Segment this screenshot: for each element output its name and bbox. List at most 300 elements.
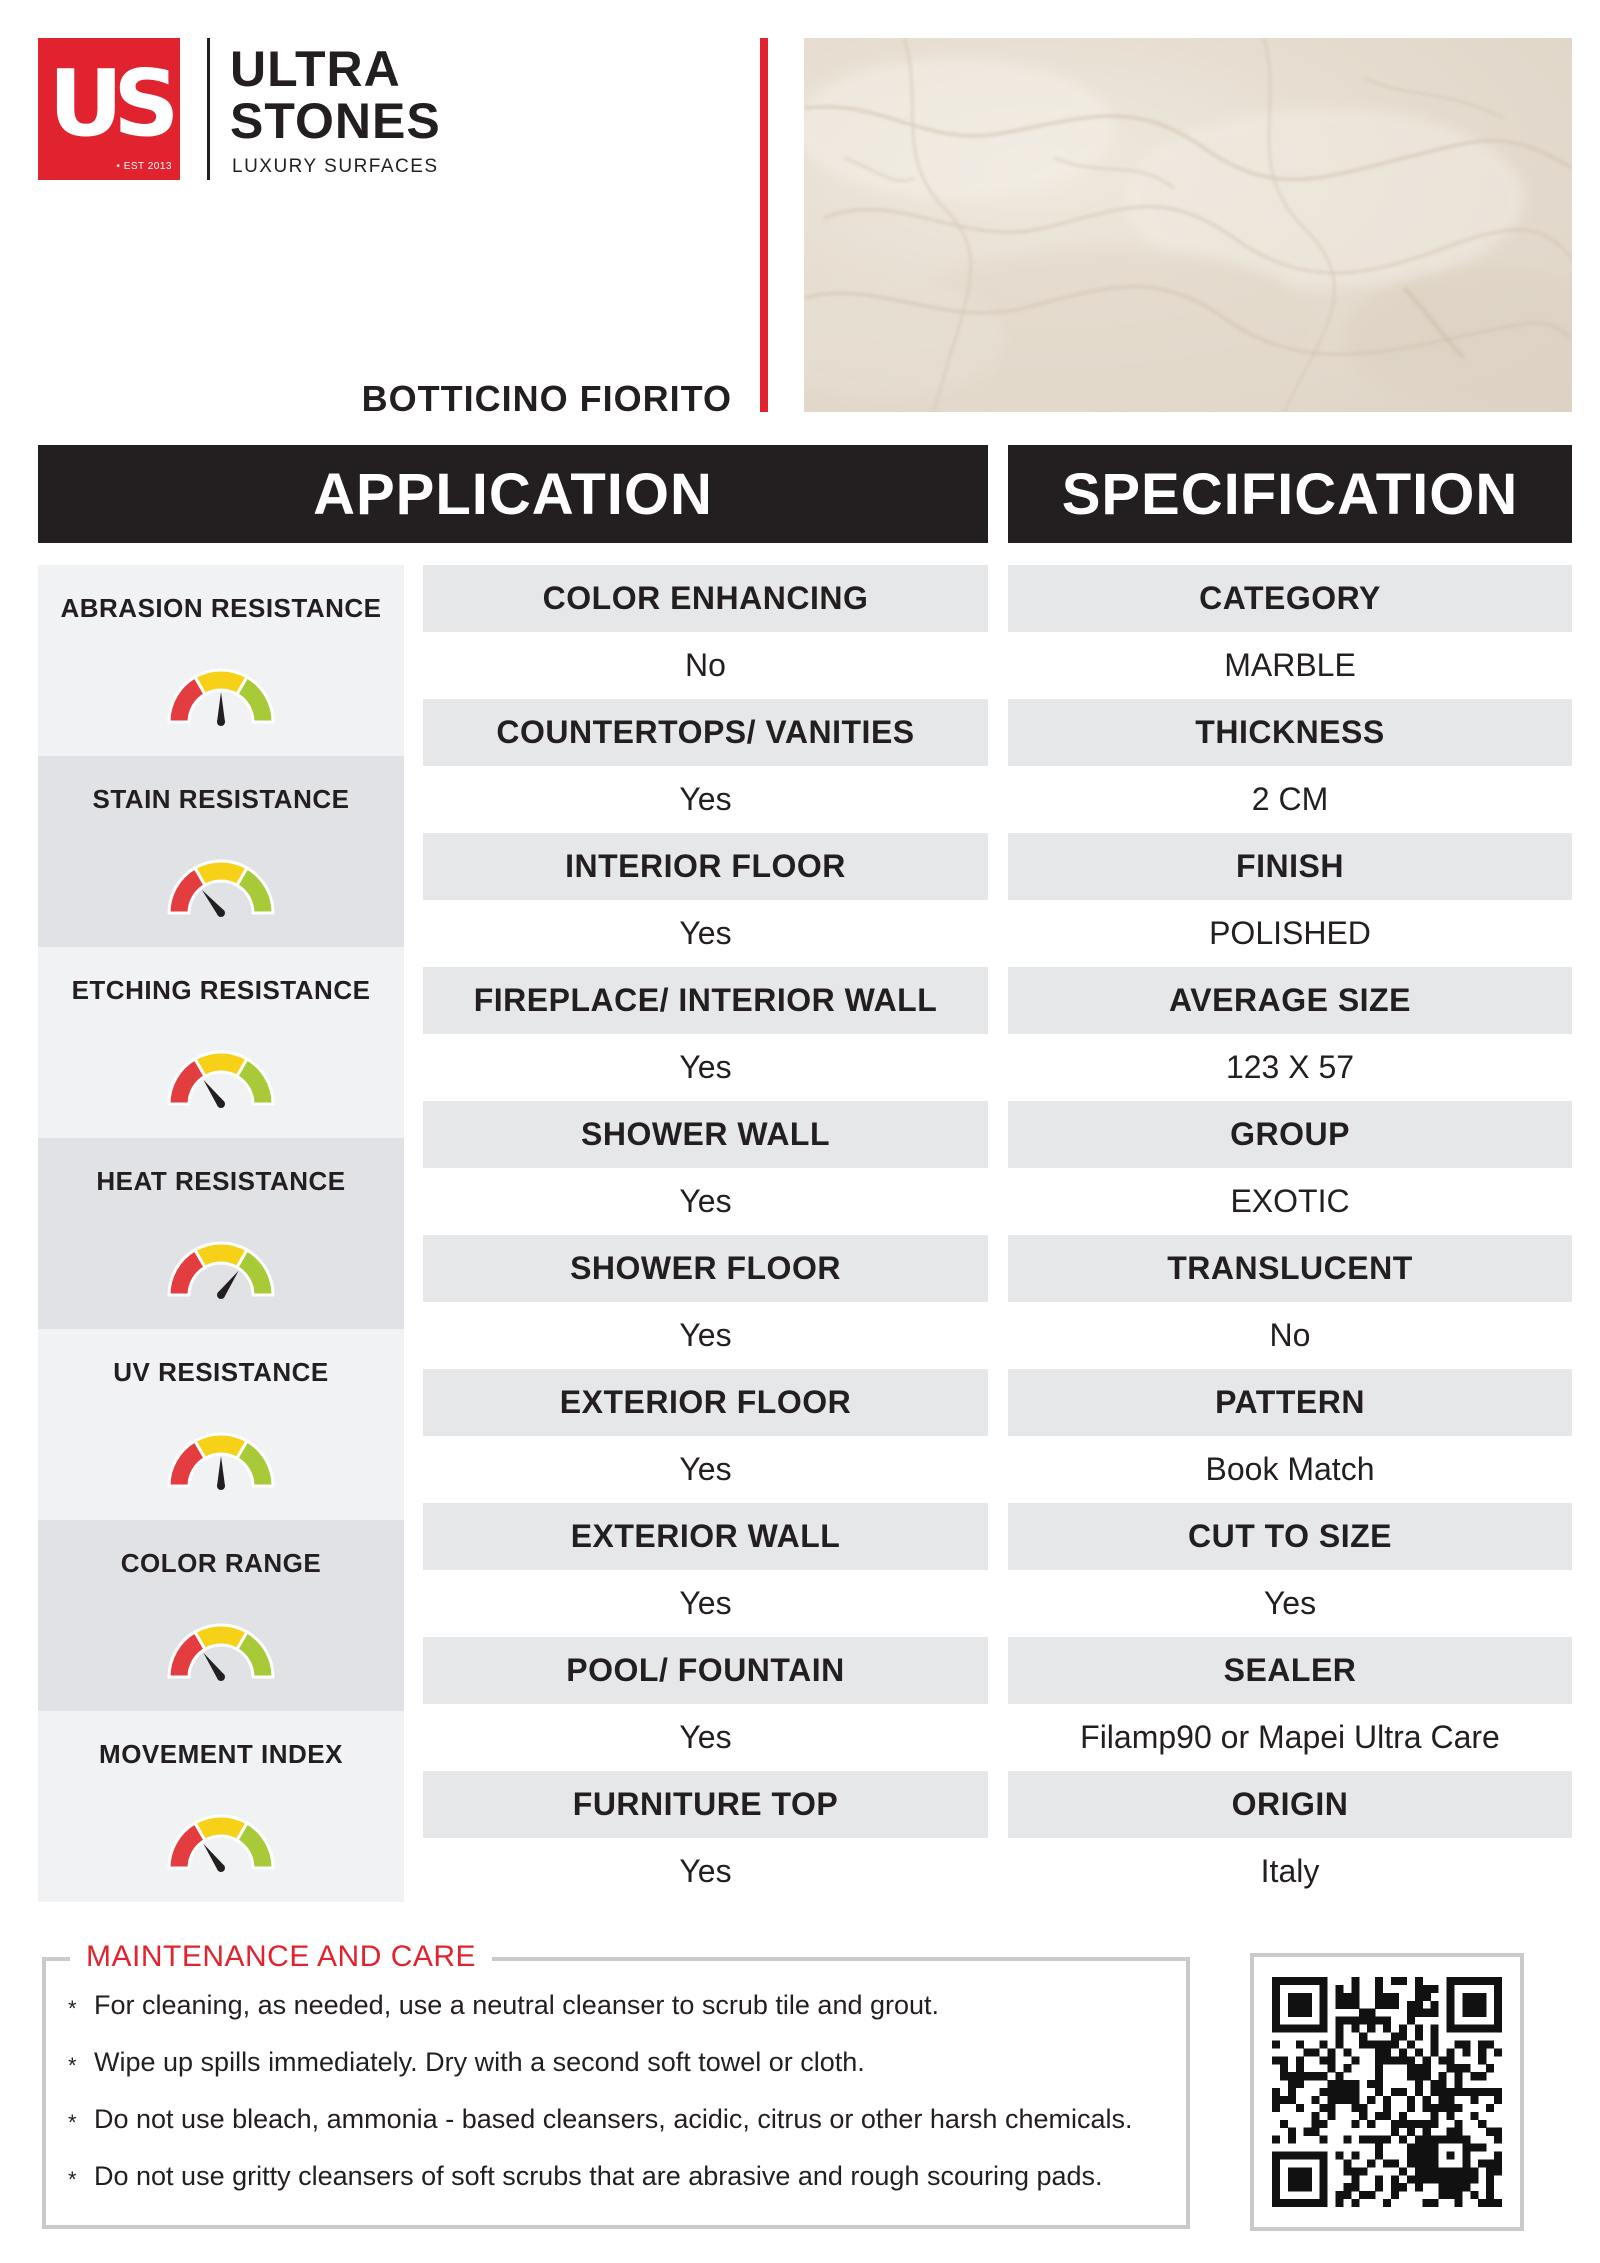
- qr-module: [1407, 2017, 1415, 2025]
- qr-module: [1320, 2191, 1328, 2199]
- qr-module: [1415, 2167, 1423, 2175]
- qr-module: [1272, 2167, 1280, 2175]
- qr-module: [1328, 2112, 1336, 2120]
- qr-module: [1446, 2064, 1454, 2072]
- maintenance-item-text: Do not use gritty cleansers of soft scrubs that are abrasive and rough scouring pads.: [94, 2161, 1103, 2191]
- qr-module: [1335, 2017, 1343, 2025]
- gauge-meter-icon: [146, 1599, 296, 1681]
- qr-module: [1375, 2136, 1383, 2144]
- application-label: COLOR ENHANCING: [423, 565, 988, 632]
- qr-module: [1343, 2048, 1351, 2056]
- qr-module: [1446, 2112, 1454, 2120]
- qr-module: [1335, 2199, 1343, 2207]
- qr-module: [1486, 2199, 1494, 2207]
- specification-label: TRANSLUCENT: [1008, 1235, 1572, 1302]
- resistance-gauges: [38, 565, 404, 1902]
- qr-module: [1272, 2088, 1280, 2096]
- qr-module: [1486, 2040, 1494, 2048]
- qr-module: [1439, 2056, 1447, 2064]
- qr-module: [1478, 2120, 1486, 2128]
- qr-module: [1446, 2183, 1454, 2191]
- qr-module: [1478, 2088, 1486, 2096]
- qr-module: [1399, 2112, 1407, 2120]
- qr-module: [1351, 1993, 1359, 2001]
- application-label: INTERIOR FLOOR: [423, 833, 988, 900]
- qr-module: [1431, 2033, 1439, 2041]
- qr-module: [1343, 2167, 1351, 2175]
- qr-module: [1462, 2136, 1470, 2144]
- specification-label: AVERAGE SIZE: [1008, 967, 1572, 1034]
- qr-module: [1312, 2025, 1320, 2033]
- qr-module: [1383, 2199, 1391, 2207]
- qr-module: [1383, 2001, 1391, 2009]
- qr-module: [1359, 2033, 1367, 2041]
- qr-module: [1415, 1977, 1423, 1985]
- gauge-label: UV RESISTANCE: [113, 1357, 329, 1387]
- qr-module: [1454, 1977, 1462, 1985]
- qr-module: [1446, 2001, 1454, 2009]
- qr-module: [1343, 2001, 1351, 2009]
- qr-module: [1288, 2136, 1296, 2144]
- gauge-needle: [217, 692, 225, 722]
- qr-module: [1431, 2120, 1439, 2128]
- qr-module: [1470, 1993, 1478, 2001]
- qr-module: [1351, 2088, 1359, 2096]
- qr-module: [1462, 2040, 1470, 2048]
- qr-module: [1415, 2136, 1423, 2144]
- qr-module: [1335, 2072, 1343, 2080]
- qr-module: [1383, 2040, 1391, 2048]
- maintenance-item: [68, 1990, 1178, 2047]
- qr-module: [1494, 2017, 1502, 2025]
- gauge-segment-high: [237, 677, 273, 722]
- qr-module: [1407, 2040, 1415, 2048]
- qr-module: [1454, 2199, 1462, 2207]
- qr-module: [1446, 1993, 1454, 2001]
- qr-module: [1423, 1985, 1431, 1993]
- qr-module: [1367, 2009, 1375, 2017]
- gauge-label: ETCHING RESISTANCE: [71, 975, 371, 1005]
- qr-module: [1351, 1977, 1359, 1985]
- qr-module: [1272, 1993, 1280, 2001]
- qr-module: [1312, 2072, 1320, 2080]
- qr-module: [1272, 2009, 1280, 2017]
- qr-module: [1399, 2136, 1407, 2144]
- qr-module: [1407, 2096, 1415, 2104]
- gauge-label: COLOR RANGE: [120, 1548, 322, 1578]
- qr-module: [1446, 2191, 1454, 2199]
- qr-module: [1343, 2096, 1351, 2104]
- qr-module: [1407, 2144, 1415, 2152]
- application-value: Yes: [423, 1838, 988, 1905]
- qr-module: [1423, 1993, 1431, 2001]
- qr-module: [1367, 2040, 1375, 2048]
- qr-module: [1391, 2040, 1399, 2048]
- qr-module: [1288, 2096, 1296, 2104]
- qr-module: [1288, 2088, 1296, 2096]
- brand-name-line1: ULTRA: [230, 41, 401, 97]
- application-label: FIREPLACE/ INTERIOR WALL: [423, 967, 988, 1034]
- qr-module: [1288, 2167, 1296, 2175]
- qr-module: [1446, 2136, 1454, 2144]
- qr-module: [1312, 2096, 1320, 2104]
- qr-module: [1470, 2072, 1478, 2080]
- qr-module: [1296, 2001, 1304, 2009]
- qr-module: [1335, 2033, 1343, 2041]
- qr-module: [1367, 2025, 1375, 2033]
- qr-module: [1312, 1977, 1320, 1985]
- qr-module: [1383, 2104, 1391, 2112]
- qr-module: [1391, 1993, 1399, 2001]
- gauge-hub: [217, 1291, 225, 1299]
- qr-module: [1335, 1993, 1343, 2001]
- qr-module: [1320, 1977, 1328, 1985]
- qr-module: [1320, 1985, 1328, 1993]
- qr-module: [1470, 2088, 1478, 2096]
- qr-module: [1446, 2175, 1454, 2183]
- qr-module: [1351, 2017, 1359, 2025]
- qr-module: [1454, 2167, 1462, 2175]
- qr-module: [1478, 2001, 1486, 2009]
- qr-module: [1494, 2096, 1502, 2104]
- qr-module: [1320, 2159, 1328, 2167]
- qr-module: [1272, 1977, 1280, 1985]
- qr-code-icon: [1272, 1975, 1502, 2209]
- qr-module: [1296, 2025, 1304, 2033]
- specification-label: CUT TO SIZE: [1008, 1503, 1572, 1570]
- qr-module: [1343, 2064, 1351, 2072]
- qr-module: [1446, 2088, 1454, 2096]
- qr-module: [1423, 2120, 1431, 2128]
- qr-module: [1470, 2167, 1478, 2175]
- qr-module: [1343, 2136, 1351, 2144]
- qr-module: [1375, 2017, 1383, 2025]
- application-value: Yes: [423, 1302, 988, 1369]
- qr-module: [1391, 2088, 1399, 2096]
- qr-module: [1407, 2175, 1415, 2183]
- qr-module: [1272, 2096, 1280, 2104]
- gauge-meter-icon: [146, 835, 296, 917]
- gauge-label: ABRASION RESISTANCE: [60, 593, 382, 623]
- qr-module: [1280, 2120, 1288, 2128]
- qr-module: [1478, 2040, 1486, 2048]
- qr-module: [1399, 2056, 1407, 2064]
- qr-module: [1304, 2025, 1312, 2033]
- qr-module: [1375, 2175, 1383, 2183]
- qr-module: [1280, 2096, 1288, 2104]
- qr-module: [1470, 2144, 1478, 2152]
- qr-module: [1439, 2104, 1447, 2112]
- qr-module: [1462, 1993, 1470, 2001]
- qr-module: [1415, 2159, 1423, 2167]
- application-value: Yes: [423, 1436, 988, 1503]
- qr-module: [1328, 2064, 1336, 2072]
- brand-name-line2: STONES: [230, 93, 441, 149]
- qr-module: [1423, 2175, 1431, 2183]
- qr-module: [1407, 2009, 1415, 2017]
- qr-module: [1423, 2009, 1431, 2017]
- qr-module: [1312, 2151, 1320, 2159]
- qr-module: [1375, 2001, 1383, 2009]
- asterisk-bullet-icon: *: [68, 2110, 77, 2135]
- qr-module: [1383, 2136, 1391, 2144]
- qr-module: [1320, 2009, 1328, 2017]
- qr-module: [1288, 2183, 1296, 2191]
- qr-module: [1494, 2136, 1502, 2144]
- qr-module: [1351, 2120, 1359, 2128]
- logo-monogram: US: [48, 50, 170, 157]
- application-label: EXTERIOR FLOOR: [423, 1369, 988, 1436]
- qr-module: [1439, 2088, 1447, 2096]
- qr-module: [1304, 2128, 1312, 2136]
- qr-module: [1494, 1985, 1502, 1993]
- qr-module: [1415, 2064, 1423, 2072]
- qr-module: [1359, 2104, 1367, 2112]
- qr-module: [1423, 2136, 1431, 2144]
- maintenance-item: [68, 2161, 1178, 2218]
- gauge-stain-resistance: [38, 756, 404, 947]
- qr-module: [1415, 2048, 1423, 2056]
- gauge-color-range: [38, 1520, 404, 1711]
- qr-module: [1446, 2096, 1454, 2104]
- qr-module: [1320, 2175, 1328, 2183]
- qr-module: [1399, 2033, 1407, 2041]
- qr-module: [1343, 2159, 1351, 2167]
- qr-module: [1478, 1993, 1486, 2001]
- qr-module: [1312, 2112, 1320, 2120]
- qr-module: [1446, 2151, 1454, 2159]
- qr-module: [1359, 2191, 1367, 2199]
- qr-module: [1391, 2128, 1399, 2136]
- asterisk-bullet-icon: *: [68, 1996, 77, 2021]
- qr-module: [1423, 2104, 1431, 2112]
- specification-label: FINISH: [1008, 833, 1572, 900]
- qr-module: [1415, 2151, 1423, 2159]
- qr-module: [1423, 2199, 1431, 2207]
- qr-module: [1304, 2048, 1312, 2056]
- qr-module: [1423, 2056, 1431, 2064]
- gauge-meter-icon: [146, 644, 296, 726]
- gauge-meter-icon: [146, 1217, 296, 1299]
- maintenance-item: [68, 2047, 1178, 2104]
- qr-module: [1320, 2001, 1328, 2009]
- application-value: Yes: [423, 1570, 988, 1637]
- qr-module: [1375, 1985, 1383, 1993]
- qr-module: [1272, 1985, 1280, 1993]
- qr-module: [1312, 2048, 1320, 2056]
- qr-module: [1288, 2072, 1296, 2080]
- qr-module: [1399, 2120, 1407, 2128]
- qr-module: [1343, 2080, 1351, 2088]
- qr-module: [1494, 2159, 1502, 2167]
- qr-module: [1280, 1977, 1288, 1985]
- qr-module: [1375, 1993, 1383, 2001]
- qr-module: [1431, 2040, 1439, 2048]
- gauge-hub: [217, 1673, 225, 1681]
- qr-module: [1407, 2104, 1415, 2112]
- qr-module: [1391, 2033, 1399, 2041]
- qr-module: [1407, 2056, 1415, 2064]
- qr-module: [1454, 2040, 1462, 2048]
- qr-module: [1478, 2159, 1486, 2167]
- qr-module: [1288, 2025, 1296, 2033]
- specification-value: POLISHED: [1008, 900, 1572, 967]
- qr-module: [1486, 2088, 1494, 2096]
- qr-module: [1288, 2128, 1296, 2136]
- qr-module: [1391, 1977, 1399, 1985]
- application-header: APPLICATION: [38, 445, 988, 543]
- qr-module: [1272, 2104, 1280, 2112]
- qr-module: [1312, 2199, 1320, 2207]
- gauge-meter-icon: [146, 1408, 296, 1490]
- qr-module: [1375, 2183, 1383, 2191]
- qr-module: [1431, 2001, 1439, 2009]
- qr-module: [1335, 2088, 1343, 2096]
- qr-module: [1288, 2175, 1296, 2183]
- qr-module: [1423, 2151, 1431, 2159]
- qr-module: [1415, 2120, 1423, 2128]
- qr-module: [1494, 2151, 1502, 2159]
- qr-module: [1320, 2183, 1328, 2191]
- qr-module: [1375, 2151, 1383, 2159]
- gauge-heat-resistance: [38, 1138, 404, 1329]
- qr-module: [1280, 2064, 1288, 2072]
- qr-module: [1272, 2151, 1280, 2159]
- qr-module: [1320, 1993, 1328, 2001]
- qr-module: [1343, 2017, 1351, 2025]
- qr-module: [1423, 2159, 1431, 2167]
- qr-module: [1328, 2088, 1336, 2096]
- qr-module: [1280, 2025, 1288, 2033]
- qr-module: [1304, 2199, 1312, 2207]
- qr-module: [1343, 2088, 1351, 2096]
- qr-module: [1494, 2048, 1502, 2056]
- qr-module: [1478, 2056, 1486, 2064]
- qr-module: [1446, 2009, 1454, 2017]
- application-table: [423, 565, 988, 1905]
- application-label: POOL/ FOUNTAIN: [423, 1637, 988, 1704]
- qr-module: [1335, 2040, 1343, 2048]
- qr-module: [1462, 2001, 1470, 2009]
- qr-module: [1486, 2175, 1494, 2183]
- qr-module: [1431, 2175, 1439, 2183]
- qr-module: [1296, 2175, 1304, 2183]
- qr-module: [1486, 2183, 1494, 2191]
- qr-module: [1431, 2009, 1439, 2017]
- qr-module: [1296, 2167, 1304, 2175]
- specification-value: 2 CM: [1008, 766, 1572, 833]
- qr-module: [1470, 2175, 1478, 2183]
- qr-module: [1446, 2128, 1454, 2136]
- qr-module: [1415, 2088, 1423, 2096]
- qr-module: [1328, 2080, 1336, 2088]
- qr-module: [1478, 2048, 1486, 2056]
- qr-module: [1415, 2009, 1423, 2017]
- qr-module: [1351, 2104, 1359, 2112]
- application-label: EXTERIOR WALL: [423, 1503, 988, 1570]
- specification-value: Italy: [1008, 1838, 1572, 1905]
- qr-module: [1478, 1977, 1486, 1985]
- gauge-segment-high: [237, 1250, 273, 1295]
- qr-module: [1486, 2128, 1494, 2136]
- qr-module: [1454, 2025, 1462, 2033]
- qr-module: [1431, 2159, 1439, 2167]
- qr-module: [1494, 1993, 1502, 2001]
- qr-module: [1462, 2183, 1470, 2191]
- qr-module: [1391, 2183, 1399, 2191]
- qr-module: [1343, 2183, 1351, 2191]
- qr-module: [1304, 2175, 1312, 2183]
- qr-module: [1478, 2009, 1486, 2017]
- qr-module: [1391, 2056, 1399, 2064]
- specification-value: Yes: [1008, 1570, 1572, 1637]
- qr-module: [1304, 2009, 1312, 2017]
- qr-module: [1272, 2136, 1280, 2144]
- qr-code[interactable]: [1250, 1953, 1524, 2231]
- application-value: Yes: [423, 1168, 988, 1235]
- qr-module: [1431, 2025, 1439, 2033]
- qr-module: [1312, 2128, 1320, 2136]
- qr-module: [1446, 2017, 1454, 2025]
- qr-module: [1423, 2167, 1431, 2175]
- qr-module: [1375, 2064, 1383, 2072]
- qr-module: [1320, 2120, 1328, 2128]
- qr-module: [1359, 2017, 1367, 2025]
- qr-module: [1296, 2009, 1304, 2017]
- qr-module: [1462, 2025, 1470, 2033]
- qr-module: [1375, 2080, 1383, 2088]
- application-value: Yes: [423, 1704, 988, 1771]
- qr-module: [1351, 2001, 1359, 2009]
- qr-module: [1454, 2064, 1462, 2072]
- qr-module: [1454, 2104, 1462, 2112]
- gauge-label: STAIN RESISTANCE: [92, 784, 350, 814]
- maintenance-item-text: Do not use bleach, ammonia - based cleansers, acidic, citrus or other harsh chemicals.: [94, 2104, 1133, 2134]
- qr-module: [1478, 2072, 1486, 2080]
- qr-module: [1367, 2120, 1375, 2128]
- gauge-meter-icon: [146, 1026, 296, 1108]
- specification-label: SEALER: [1008, 1637, 1572, 1704]
- specification-value: MARBLE: [1008, 632, 1572, 699]
- qr-module: [1272, 2025, 1280, 2033]
- qr-module: [1439, 2080, 1447, 2088]
- qr-module: [1288, 1993, 1296, 2001]
- qr-module: [1335, 2080, 1343, 2088]
- application-label: FURNITURE TOP: [423, 1771, 988, 1838]
- qr-module: [1375, 2056, 1383, 2064]
- qr-module: [1351, 2056, 1359, 2064]
- gauge-hub: [217, 1864, 225, 1872]
- qr-module: [1328, 2048, 1336, 2056]
- qr-module: [1280, 2056, 1288, 2064]
- gauge-label: HEAT RESISTANCE: [96, 1166, 346, 1196]
- gauge-segment-high: [237, 1441, 273, 1486]
- qr-module: [1383, 1993, 1391, 2001]
- qr-module: [1272, 2175, 1280, 2183]
- qr-module: [1439, 2072, 1447, 2080]
- qr-module: [1304, 2183, 1312, 2191]
- qr-module: [1391, 2120, 1399, 2128]
- specification-value: Filamp90 or Mapei Ultra Care: [1008, 1704, 1572, 1771]
- qr-module: [1320, 2025, 1328, 2033]
- qr-module: [1288, 2001, 1296, 2009]
- qr-module: [1431, 2088, 1439, 2096]
- qr-module: [1446, 2104, 1454, 2112]
- qr-module: [1431, 2151, 1439, 2159]
- qr-module: [1328, 2096, 1336, 2104]
- qr-module: [1431, 2048, 1439, 2056]
- qr-module: [1335, 1985, 1343, 1993]
